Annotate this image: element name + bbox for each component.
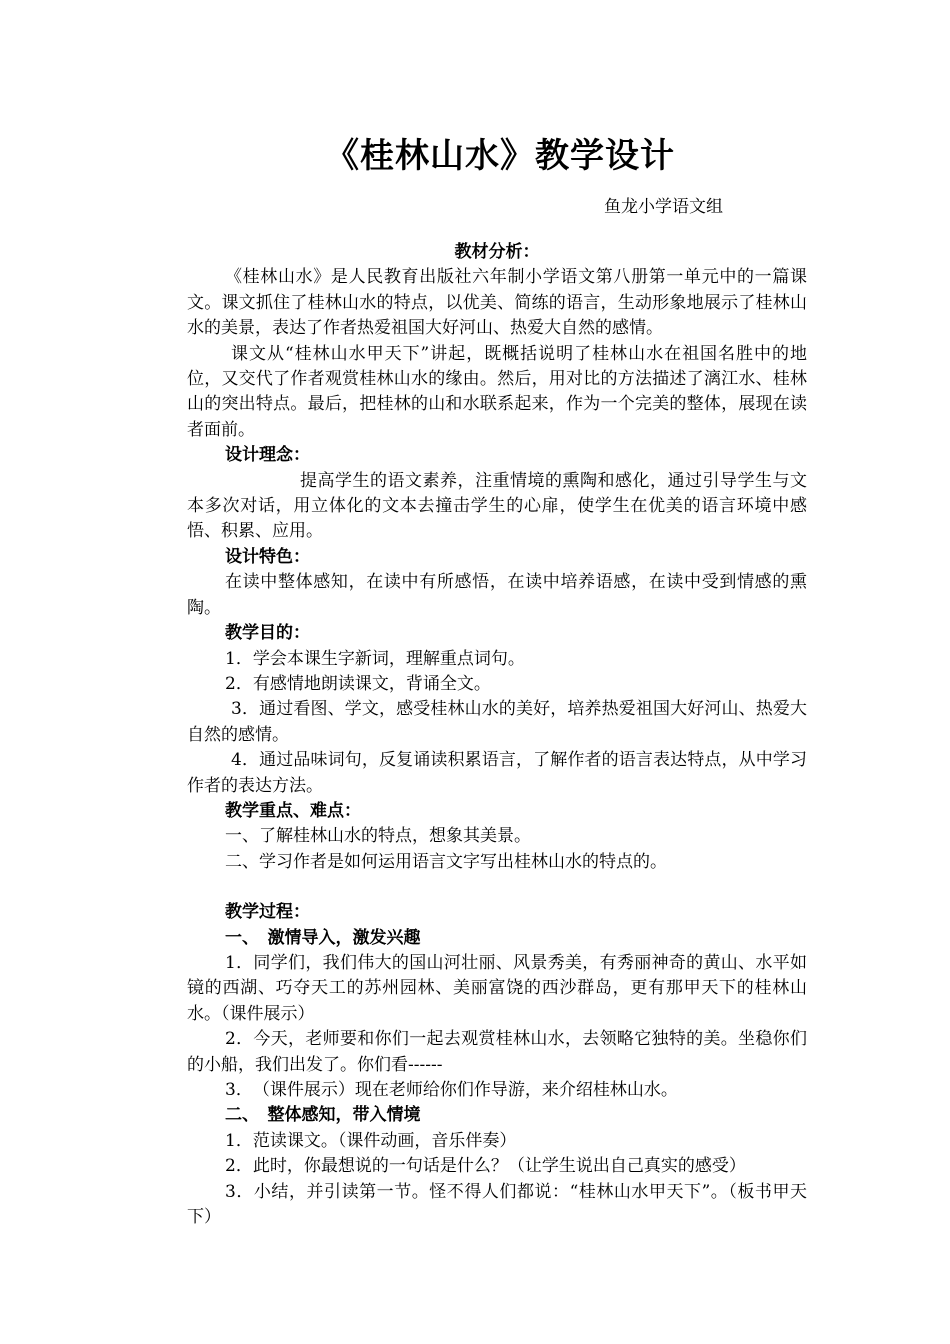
author-line: 鱼龙小学语文组 [604,197,723,217]
step-heading-1: 一、 激情导入，激发兴趣 [225,927,421,948]
key-item-1: 一、了解桂林山水的特点，想象其美景。 [225,826,531,847]
key-item-2: 二、学习作者是如何运用语言文字写出桂林山水的特点的。 [225,851,667,872]
step2-item-2: 2．此时，你最想说的一句话是什么？（让学生说出自己真实的感受） [225,1156,746,1177]
section-heading-process: 教学过程： [225,902,310,923]
paragraph-feature: 在读中整体感知，在读中有所感悟，在读中培养语感，在读中受到情感的熏陶。 [187,572,807,618]
section-heading-goal: 教学目的： [225,623,310,644]
section-heading-key: 教学重点、难点： [225,800,361,821]
step2-item-3: 3．小结，并引读第一节。怪不得人们都说：“桂林山水甲天下”。（板书甲天下） [187,1181,807,1228]
blank-line [187,875,807,900]
step1-item-1: 1．同学们，我们伟大的国山河壮丽、风景秀美，有秀丽神奇的黄山、水平如镜的西湖、巧夺天工的苏州园林、美丽富饶的西沙群岛，更有那甲天下的桂林山水。（课件展示） [187,952,807,1024]
step2-item-1: 1．范读课文。（课件动画，音乐伴奏） [225,1130,517,1151]
goal-item-4: 4．通过品味词句，反复诵读积累语言，了解作者的语言表达特点，从中学习作者的表达方法。 [187,750,807,796]
paragraph-analysis-2: 课文从“桂林山水甲天下”讲起，既概括说明了桂林山水在祖国名胜中的地位，又交代了作者观赏桂林山水的缘由。然后，用对比的方法描述了漓江水、桂林山的突出特点。最后，把桂林的山和水联系起来，作为一个完美的整体，展现在读者面前。 [187,343,807,440]
step-heading-2: 二、 整体感知，带入情境 [225,1105,421,1126]
goal-item-2: 2．有感情地朗读课文，背诵全文。 [225,673,491,694]
goal-item-3: 3．通过看图、学文，感受桂林山水的美好，培养热爱祖国大好河山、热爱大自然的感情。 [187,699,807,745]
section-heading-feature: 设计特色： [225,546,310,567]
step1-item-2: 2．今天，老师要和你们一起去观赏桂林山水，去领略它独特的美。坐稳你们的小船，我们出发了。你们看------ [187,1029,807,1075]
section-heading-analysis: 教材分析： [454,242,540,262]
document-body [187,240,807,1230]
section-heading-concept: 设计理念： [225,445,310,466]
paragraph-concept: 提高学生的语文素养，注重情境的熏陶和感化，通过引导学生与文本多次对话，用立体化的文本去撞击学生的心扉，使学生在优美的语言环境中感悟、积累、应用。 [187,470,807,542]
paragraph-analysis-1: 《桂林山水》是人民教育出版社六年制小学语文第八册第一单元中的一篇课文。课文抓住了桂林山水的特点，以优美、简练的语言，生动形象地展示了桂林山水的美景，表达了作者热爱祖国大好河山、热爱大自然的感情。 [187,267,807,339]
step1-item-3: 3． （课件展示）现在老师给你们作导游，来介绍桂林山水。 [225,1080,678,1100]
goal-item-1: 1．学会本课生字新词，理解重点词句。 [225,648,525,669]
document-title: 《桂林山水》教学设计 [325,136,675,176]
